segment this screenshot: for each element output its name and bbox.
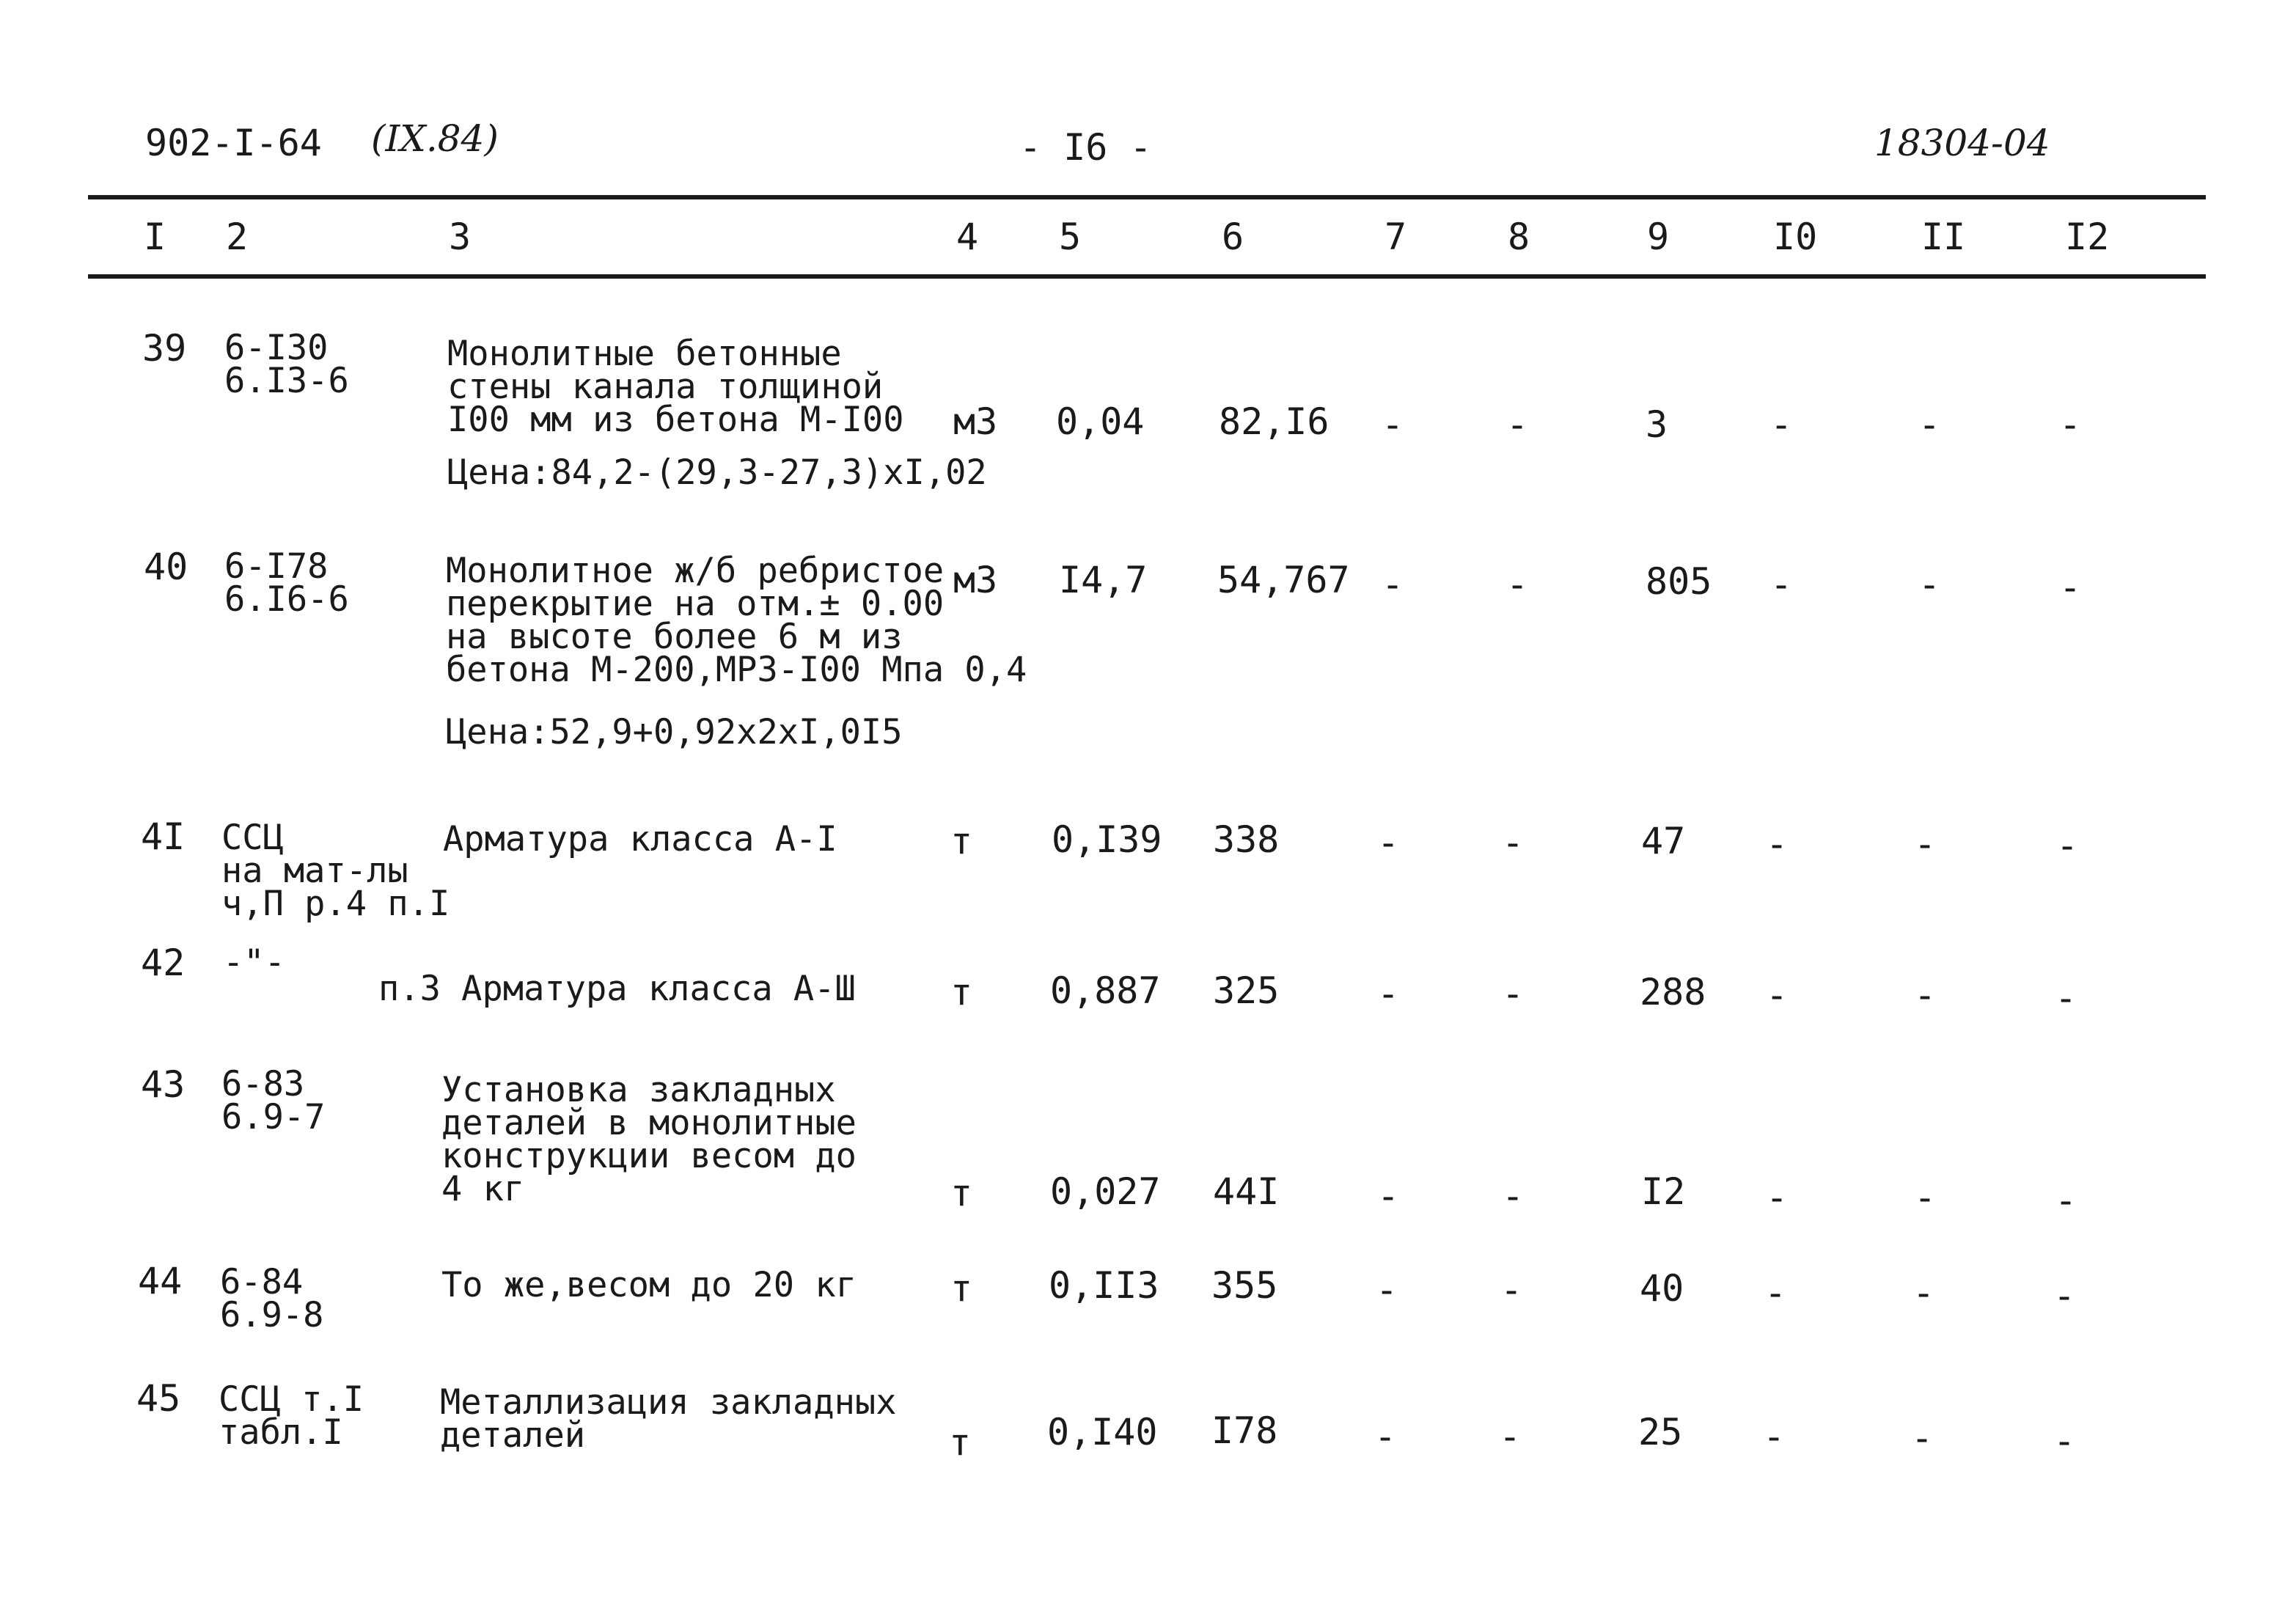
column-7-cell: -: [1377, 972, 1400, 1015]
column-header: 8: [1508, 216, 1530, 258]
quantity-cell: 0,I40: [1047, 1411, 1158, 1453]
column-header: 4: [956, 216, 979, 258]
rate-code-line: 6-84: [220, 1262, 304, 1302]
row-number: 45: [136, 1377, 181, 1420]
column-7-cell: -: [1382, 403, 1404, 446]
total-cost-cell: 40: [1640, 1267, 1684, 1310]
rate-code-line: 6-I30: [224, 328, 329, 368]
unit-cost-cell: 82,I6: [1219, 400, 1329, 443]
column-10-cell: -: [1770, 563, 1793, 606]
quantity-cell: 0,04: [1056, 400, 1145, 443]
rate-code-line: ч,П р.4 п.I: [221, 884, 450, 924]
rate-code-line: табл.I: [219, 1412, 343, 1453]
column-11-cell: -: [1914, 974, 1937, 1016]
work-description: [443, 819, 837, 859]
quantity-cell: 0,887: [1050, 969, 1161, 1012]
column-header: I2: [2065, 216, 2110, 258]
rate-code: [224, 328, 349, 401]
column-7-cell: -: [1382, 563, 1404, 606]
description-line: I00 мм из бетона М-I00: [447, 400, 904, 440]
row-number: 4I: [141, 815, 186, 858]
description-line: деталей в монолитные: [441, 1103, 857, 1143]
column-8-cell: -: [1502, 821, 1525, 864]
rate-code-line: 6.I3-6: [224, 361, 349, 401]
column-7-cell: -: [1377, 1175, 1400, 1217]
description-line: бетона М-200,МРЗ-I00 Мпа 0,4: [446, 650, 1027, 690]
column-7-cell: -: [1377, 821, 1400, 864]
column-7-cell: -: [1376, 1269, 1398, 1311]
column-8-cell: -: [1502, 1175, 1525, 1217]
column-12-cell: -: [2053, 1420, 2076, 1462]
column-8-cell: -: [1506, 563, 1529, 606]
description-line: перекрытие на отм.± 0.00: [446, 584, 945, 624]
description-line: на высоте более 6 м из: [446, 617, 903, 657]
rate-code: [223, 942, 285, 983]
column-header: 3: [449, 216, 472, 258]
column-header: 9: [1647, 216, 1670, 258]
quantity-cell: I4,7: [1059, 559, 1148, 601]
column-12-cell: -: [2053, 1274, 2076, 1317]
rate-code: [221, 818, 450, 924]
column-8-cell: -: [1499, 1415, 1522, 1458]
rate-code: [221, 1064, 326, 1137]
row-number: 43: [141, 1063, 186, 1106]
unit-cell: т: [950, 971, 973, 1013]
unit-cell: м3: [953, 559, 998, 601]
total-cost-cell: 47: [1641, 820, 1686, 862]
rate-code-line: ССЦ т.I: [219, 1379, 364, 1420]
column-10-cell: -: [1764, 1272, 1787, 1314]
work-description: [447, 334, 904, 440]
unit-cell: т: [950, 820, 973, 862]
column-header: II: [1921, 216, 1966, 258]
column-12-cell: -: [2059, 566, 2082, 609]
column-10-cell: -: [1766, 974, 1789, 1016]
table-header-rule: [88, 274, 2206, 279]
column-10-cell: -: [1766, 823, 1789, 865]
work-description: [446, 551, 1027, 690]
total-cost-cell: 25: [1638, 1411, 1683, 1453]
total-cost-cell: 805: [1646, 560, 1712, 603]
quantity-cell: 0,027: [1050, 1170, 1161, 1213]
column-8-cell: -: [1502, 972, 1525, 1015]
column-12-cell: -: [2055, 1179, 2077, 1222]
quantity-cell: 0,II3: [1049, 1264, 1159, 1307]
description-line: деталей: [440, 1415, 586, 1456]
rate-code-line: 6.9-7: [221, 1097, 326, 1137]
rate-code: [219, 1379, 364, 1453]
row-number: 42: [141, 942, 186, 984]
column-header: 5: [1059, 216, 1082, 258]
unit-cell: т: [950, 1267, 973, 1310]
row-number: 44: [138, 1260, 183, 1302]
work-description: [441, 1265, 857, 1305]
column-8-cell: -: [1500, 1269, 1523, 1311]
column-11-cell: -: [1911, 1417, 1934, 1459]
description-line: п.3 Арматура класса А-Ш: [378, 969, 856, 1009]
column-7-cell: -: [1374, 1415, 1397, 1458]
description-line: То же,весом до 20 кг: [441, 1265, 857, 1305]
unit-cell: т: [950, 1172, 973, 1214]
page-number: - I6 -: [1019, 126, 1152, 169]
description-line: Металлизация закладных: [440, 1382, 897, 1423]
rate-code-line: на мат-лы: [221, 851, 408, 891]
document-code: 902-I-64: [145, 122, 322, 164]
rate-code-line: -"-: [223, 942, 285, 983]
unit-cell: м3: [953, 400, 998, 443]
rate-code-line: 6.9-8: [220, 1295, 324, 1335]
total-cost-cell: 288: [1640, 971, 1706, 1013]
column-11-cell: -: [1912, 1272, 1935, 1314]
column-8-cell: -: [1506, 403, 1529, 446]
column-header: 6: [1222, 216, 1244, 258]
column-11-cell: -: [1918, 563, 1941, 606]
unit-cost-cell: 355: [1211, 1264, 1278, 1307]
total-cost-cell: 3: [1646, 403, 1668, 446]
description-line: конструкции весом до: [441, 1136, 857, 1176]
column-11-cell: -: [1914, 823, 1937, 865]
unit-cost-cell: 325: [1213, 969, 1280, 1012]
description-line: Монолитное ж/б ребристое: [446, 551, 945, 591]
quantity-cell: 0,I39: [1052, 818, 1162, 861]
column-11-cell: -: [1914, 1176, 1937, 1219]
description-line: 4 кг: [441, 1169, 525, 1209]
column-10-cell: -: [1766, 1176, 1789, 1219]
rate-code: [220, 1262, 324, 1335]
total-cost-cell: I2: [1641, 1170, 1686, 1213]
rate-code-line: 6-I78: [224, 546, 329, 587]
column-12-cell: -: [2056, 824, 2079, 867]
column-header: 7: [1384, 216, 1407, 258]
description-line: Арматура класса А-I: [443, 819, 837, 859]
work-description: [440, 1382, 897, 1456]
column-10-cell: -: [1770, 403, 1793, 446]
work-description: [441, 1070, 857, 1209]
column-12-cell: -: [2055, 977, 2077, 1019]
row-number: 40: [144, 546, 188, 588]
column-header: I0: [1773, 216, 1818, 258]
rate-code-line: 6-83: [221, 1064, 305, 1104]
unit-cost-cell: I78: [1211, 1409, 1278, 1452]
column-12-cell: -: [2059, 403, 2082, 446]
column-header: I: [144, 216, 166, 258]
revision-mark: (IX.84): [371, 117, 499, 160]
rate-code-line: ССЦ: [221, 818, 284, 858]
row-number: 39: [142, 327, 187, 370]
column-10-cell: -: [1763, 1415, 1786, 1458]
price-formula: Цена:52,9+0,92х2хI,0I5: [446, 712, 903, 752]
unit-cost-cell: 54,767: [1217, 559, 1350, 601]
unit-cost-cell: 338: [1213, 818, 1280, 861]
sheet-code: 18304-04: [1874, 122, 2050, 164]
rate-code: [224, 546, 349, 620]
description-line: Монолитные бетонные: [447, 334, 842, 374]
description-line: Установка закладных: [441, 1070, 836, 1110]
rate-code-line: 6.I6-6: [224, 579, 349, 620]
description-line: стены канала толщиной: [447, 367, 884, 407]
unit-cell: т: [949, 1421, 972, 1464]
table-top-rule: [88, 195, 2206, 199]
price-formula: Цена:84,2-(29,3-27,3)хI,02: [447, 452, 987, 493]
work-description: [378, 969, 856, 1009]
column-11-cell: -: [1918, 403, 1941, 446]
column-header: 2: [226, 216, 249, 258]
unit-cost-cell: 44I: [1213, 1170, 1280, 1213]
